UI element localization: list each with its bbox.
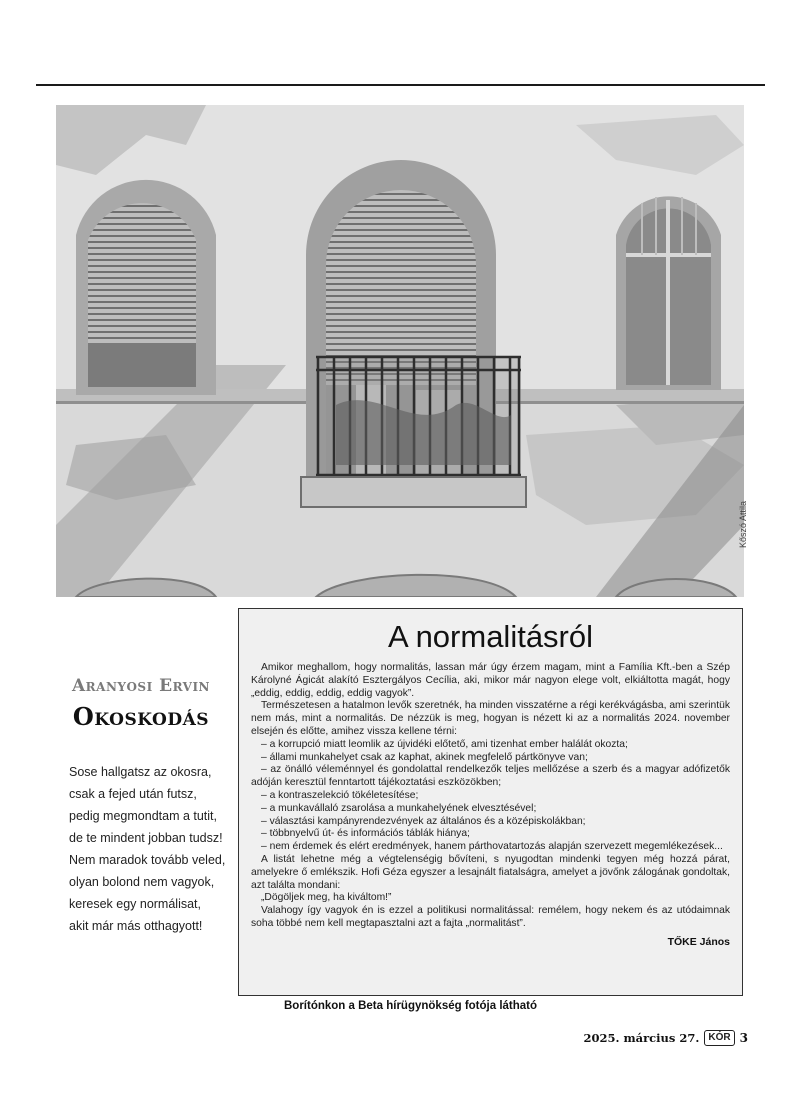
poem-line: csak a fejed után futsz, — [69, 787, 197, 801]
poem-author: Aranyosi Ervin — [71, 676, 211, 696]
poem-line: Nem maradok tovább veled, — [69, 853, 226, 867]
poem-line: keresek egy normálisat, — [69, 897, 202, 911]
article-title: A normalitásról — [387, 619, 594, 654]
photo-credit: Kőszó Attila — [738, 500, 748, 548]
list-item: – többnyelvű út- és információs táblák hiánya; — [261, 828, 470, 840]
cover-note: Borítónkon a Beta hírügynökség fotója látható — [284, 1000, 538, 1012]
magazine-logo: KÓR — [704, 1030, 734, 1046]
article-list — [251, 739, 730, 854]
poem-title: Okoskodás — [72, 702, 210, 731]
list-item: – a munkavállaló zsarolása a munkahelyének elvesztésével; — [261, 802, 537, 814]
list-item: – választási kampányrendezvények az általános és a középiskolákban; — [261, 815, 586, 827]
page-footer — [583, 1030, 748, 1046]
list-item: – állami munkahelyet csak az kaphat, akinek megfelelő pártkönyve van; — [261, 751, 588, 763]
cover-photo — [56, 105, 744, 597]
article-paragraph: Amikor meghallom, hogy normalitás, lassan már úgy érzem magam, mint a Família Kft.-ben a Szép Károlyné Ágicát alakító Esztergályos Cecília, aki, mikor már nagyon elege volt, elkiáltotta magát, hogy „eddig, eddig, eddig, eddig vagyok”. — [251, 662, 730, 699]
poem-line: olyan bolond nem vagyok, — [69, 875, 215, 889]
poem-line: akit már más otthagyott! — [69, 919, 203, 933]
article-signature: TŐKE János — [667, 935, 730, 948]
poem-line: pedig megmondtam a tutit, — [69, 809, 217, 823]
article-body — [251, 662, 730, 931]
list-item: – nem érdemek és elért eredmények, hanem párthovatartozás alapján szervezett megemlékezések... — [261, 841, 723, 853]
list-item: – a kontraszelekció tökéletesítése; — [261, 789, 419, 801]
poem-line: Sose hallgatsz az okosra, — [69, 765, 212, 779]
article-paragraph: Természetesen a hatalmon levők szeretnék, ha minden visszatérne a régi kerékvágásba, ami szerintük nem más, mint a normalitás. De nézzük is meg, hogyan is nézett ki az a normalitás 2024. november elsején és előtte, amihez vissza kellene térni: — [251, 700, 730, 737]
list-item: – az önálló véleménnyel és gondolattal rendelkezők teljes mellőzése a szerb és a magyar adófizetők adóján keresztül fenntartott tájékoztatási eszközökben; — [251, 764, 730, 789]
article-paragraph: A listát lehetne még a végtelenségig bővíteni, s nyugodtan mindenki tegyen még hozzá párat, amelyekre ő emlékszik. Hofi Géza egyszer a lesajnált fiatalságra, amelyet a jövőnk zálogának gondoltak, azt találta mondani: — [251, 853, 730, 891]
article-paragraph: Valahogy így vagyok én is ezzel a politikusi normalitással: remélem, hogy nekem és az utódaimnak soha többé nem kell megtapasztalni azt a fajta „normalitást”. — [251, 905, 730, 929]
poem — [56, 676, 226, 937]
poem-lines — [56, 761, 226, 937]
article-box — [238, 608, 743, 996]
issue-date: 2025. március 27. — [583, 1031, 700, 1045]
poem-line: de te mindent jobban tudsz! — [69, 831, 223, 845]
top-rule — [36, 84, 765, 86]
page-number: 3 — [739, 1031, 748, 1045]
list-item: – a korrupció miatt leomlik az újvidéki előtető, ami tizenhat ember halálát okozta; — [261, 738, 628, 750]
article-quote: „Dögöljek meg, ha kiváltom!” — [261, 892, 392, 904]
